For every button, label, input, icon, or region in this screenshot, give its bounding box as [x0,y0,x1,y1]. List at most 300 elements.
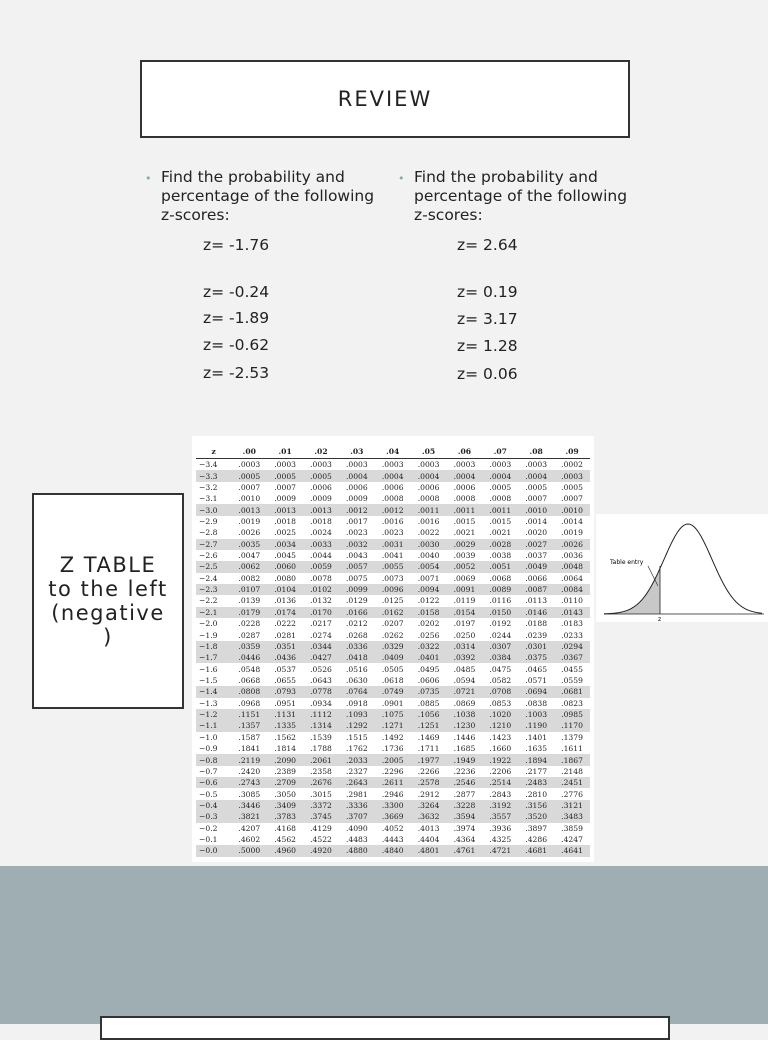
probability-cell: .0495 [417,664,440,674]
table-row [196,675,590,686]
probability-cell: .0066 [525,573,548,583]
probability-cell: .0060 [267,561,303,572]
probability-cell: .0329 [375,641,411,652]
table-row [196,743,590,754]
probability-cell: .3594 [447,811,483,822]
probability-cell: .0055 [375,561,411,572]
probability-cell: .0068 [489,573,512,583]
probability-cell: .0239 [525,630,548,640]
probability-cell: .0901 [381,698,404,708]
table-row [196,459,590,471]
probability-cell: .1894 [518,754,554,765]
probability-cell: .1841 [238,744,261,754]
probability-cell: .0075 [345,573,368,583]
probability-cell: .0136 [274,596,297,606]
z-row-value: −1.5 [199,676,218,685]
probability-cell: .0146 [518,607,554,618]
probability-cell: .0119 [453,596,476,606]
z-value: z= -2.53 [203,364,270,382]
probability-cell: .0032 [339,539,375,550]
table-row [196,823,590,834]
probability-cell: .0005 [489,482,512,492]
probability-cell: .0084 [554,584,590,595]
probability-cell: .4801 [411,845,447,856]
probability-cell: .1685 [453,744,476,754]
decimal-column-header: .08 [518,444,554,459]
probability-cell: .0044 [310,551,332,561]
table-row [196,539,590,550]
probability-cell: .4325 [489,835,512,845]
probability-cell: .1788 [310,744,332,754]
probability-cell: .0764 [339,686,375,697]
probability-cell: .0003 [381,460,404,470]
probability-cell: .0054 [411,561,447,572]
probability-cell: .0039 [453,551,476,561]
probability-cell: .3192 [482,800,518,811]
probability-cell: .1922 [482,754,518,765]
probability-cell: .0808 [231,686,267,697]
probability-cell: .0594 [453,676,476,685]
z-row-value: −1.4 [196,686,231,697]
probability-cell: .3707 [339,811,375,822]
probability-cell: .4404 [417,835,440,845]
table-row [196,732,590,743]
probability-cell: .0170 [303,607,339,618]
probability-cell: .0197 [453,619,476,629]
probability-cell: .0047 [238,551,261,561]
probability-cell: .0087 [518,584,554,595]
table-row [196,618,590,629]
probability-cell: .0322 [411,641,447,652]
probability-cell: .1446 [453,732,476,742]
z-row-value: −0.0 [196,845,231,856]
z-row-value: −3.3 [196,470,231,481]
table-row [196,686,590,697]
probability-cell: .0080 [274,573,297,583]
probability-cell: .0038 [489,551,512,561]
probability-cell: .3446 [231,800,267,811]
probability-cell: .0013 [231,504,267,515]
z-row-value: −3.4 [199,460,218,470]
probability-cell: .3409 [267,800,303,811]
probability-cell: .0064 [561,573,583,583]
probability-cell: .0559 [561,676,583,685]
z-column-header: z [196,444,231,459]
z-row-value: −1.7 [196,652,231,663]
table-row [196,698,590,709]
probability-cell: .0735 [411,686,447,697]
probability-cell: .0017 [345,516,368,526]
probability-cell: .0174 [267,607,303,618]
probability-cell: .0268 [345,630,368,640]
probability-cell: .0336 [339,641,375,652]
probability-cell: .0505 [381,664,404,674]
probability-cell: .0052 [447,561,483,572]
probability-cell: .0082 [238,573,261,583]
probability-cell: .1190 [518,720,554,731]
probability-cell: .1423 [489,732,512,742]
z-row-value: −0.4 [196,800,231,811]
probability-cell: .1635 [525,744,548,754]
probability-cell: .4761 [447,845,483,856]
next-slide-title-box [100,1016,670,1040]
probability-cell: .0853 [489,698,512,708]
probability-cell: .1562 [274,732,297,742]
probability-cell: .0004 [375,470,411,481]
probability-cell: .0222 [274,619,297,629]
probability-cell: .0011 [411,504,447,515]
probability-cell: .2177 [525,766,548,776]
probability-cell: .4840 [375,845,411,856]
probability-cell: .1230 [447,720,483,731]
table-row [196,766,590,777]
probability-cell: .0823 [561,698,583,708]
probability-cell: .0008 [453,494,476,504]
probability-cell: .0020 [525,528,548,538]
z-row-value: −3.0 [196,504,231,515]
probability-cell: .3745 [303,811,339,822]
probability-cell: .2981 [345,789,368,799]
bullet-dot-icon: • [398,172,405,185]
z-row-value: −1.1 [196,720,231,731]
probability-cell: .0059 [303,561,339,572]
z-row-value: −0.3 [196,811,231,822]
probability-cell: .1711 [417,744,440,754]
probability-cell: .2358 [310,766,332,776]
probability-cell: .0307 [482,641,518,652]
probability-cell: .1379 [561,732,583,742]
probability-cell: .1492 [381,732,404,742]
probability-cell: .2119 [231,754,267,765]
probability-cell: .0022 [417,528,440,538]
probability-cell: .0005 [267,470,303,481]
z-axis-label: z [658,616,662,622]
probability-cell: .0018 [310,516,332,526]
z-row-value: −2.6 [199,551,218,561]
probability-cell: .0016 [381,516,404,526]
probability-cell: .0122 [417,596,440,606]
probability-cell: .0401 [411,652,447,663]
probability-cell: .0094 [411,584,447,595]
probability-cell: .3936 [489,823,512,833]
probability-cell: .0281 [274,630,297,640]
z-row-value: −0.1 [199,835,218,845]
probability-cell: .0036 [561,551,583,561]
probability-cell: .0023 [345,528,368,538]
probability-cell: .0010 [238,494,261,504]
probability-cell: .1762 [345,744,368,754]
probability-cell: .3783 [267,811,303,822]
table-row [196,629,590,640]
probability-cell: .4207 [238,823,261,833]
probability-cell: .0005 [303,470,339,481]
probability-cell: .1335 [267,720,303,731]
probability-cell: .0007 [561,494,583,504]
probability-cell: .0013 [267,504,303,515]
probability-cell: .3050 [274,789,297,799]
probability-cell: .0045 [274,551,297,561]
table-row [196,800,590,811]
probability-cell: .0793 [267,686,303,697]
probability-cell: .0244 [489,630,512,640]
z-table-image [192,436,594,862]
probability-cell: .3228 [447,800,483,811]
probability-cell: .0006 [417,482,440,492]
probability-cell: .0096 [375,584,411,595]
probability-cell: .0262 [381,630,404,640]
probability-cell: .3121 [554,800,590,811]
probability-cell: .0985 [554,709,590,720]
ztable-label-line: ) [103,625,113,649]
probability-cell: .0125 [381,596,404,606]
probability-cell: .0885 [417,698,440,708]
probability-cell: .0033 [303,539,339,550]
probability-cell: .0367 [554,652,590,663]
probability-cell: .0104 [267,584,303,595]
probability-cell: .0026 [238,528,261,538]
probability-cell: .0078 [310,573,332,583]
table-row [196,504,590,515]
probability-cell: .0015 [453,516,476,526]
probability-cell: .0446 [231,652,267,663]
z-row-value: −3.2 [199,482,218,492]
probability-cell: .1093 [339,709,375,720]
z-value: z= 3.17 [457,310,518,328]
z-row-value: −2.8 [199,528,218,538]
probability-cell: .1251 [411,720,447,731]
probability-cell: .2912 [417,789,440,799]
probability-cell: .0011 [447,504,483,515]
probability-cell: .0694 [518,686,554,697]
probability-cell: .0179 [231,607,267,618]
probability-cell: .0007 [238,482,261,492]
decimal-column-header: .09 [554,444,590,459]
probability-cell: .0040 [417,551,440,561]
probability-cell: .0918 [345,698,368,708]
probability-cell: .0071 [417,573,440,583]
probability-cell: .1515 [345,732,368,742]
probability-cell: .0069 [453,573,476,583]
probability-cell: .0025 [274,528,297,538]
z-row-value: −0.5 [199,789,218,799]
probability-cell: .0029 [447,539,483,550]
probability-cell: .2843 [489,789,512,799]
table-entry-label: Table entry [610,559,644,566]
probability-cell: .1357 [231,720,267,731]
probability-cell: .0183 [561,619,583,629]
probability-cell: .0228 [238,619,261,629]
probability-cell: .0951 [274,698,297,708]
probability-cell: .0006 [310,482,332,492]
probability-cell: .0012 [375,504,411,515]
probability-cell: .1151 [231,709,267,720]
probability-cell: .3264 [411,800,447,811]
z-value: z= 1.28 [457,337,518,355]
probability-cell: .4013 [417,823,440,833]
probability-cell: .2451 [554,777,590,788]
probability-cell: .2743 [231,777,267,788]
z-value: z= 0.19 [457,283,518,301]
probability-cell: .4247 [561,835,583,845]
probability-cell: .0207 [381,619,404,629]
probability-cell: .0003 [453,460,476,470]
probability-cell: .0618 [381,676,404,685]
probability-cell: .0455 [561,664,583,674]
table-row [196,527,590,538]
right-prompt-text: Find the probability and percentage of the following z-scores: [414,168,628,224]
z-row-value: −2.2 [199,596,218,606]
probability-cell: .1736 [381,744,404,754]
probability-cell: .4364 [453,835,476,845]
probability-cell: .2061 [303,754,339,765]
probability-cell: .1003 [518,709,554,720]
probability-cell: .2946 [381,789,404,799]
probability-cell: .4920 [303,845,339,856]
table-row [196,709,590,720]
probability-cell: .0537 [274,664,297,674]
probability-cell: .0274 [310,630,332,640]
probability-cell: .0003 [274,460,297,470]
normal-curve-line [604,524,762,614]
probability-cell: .2296 [381,766,404,776]
ztable-label-line: (negative [51,601,165,625]
probability-cell: .0023 [381,528,404,538]
probability-cell: .0102 [303,584,339,595]
decimal-column-header: .03 [339,444,375,459]
table-row [196,550,590,561]
probability-cell: .4129 [310,823,332,833]
z-row-value: −0.2 [199,823,218,833]
probability-cell: .2005 [375,754,411,765]
probability-cell: .2206 [489,766,512,776]
probability-cell: .3300 [375,800,411,811]
probability-cell: .0062 [231,561,267,572]
probability-cell: .1867 [554,754,590,765]
probability-cell: .0005 [525,482,548,492]
probability-cell: .2236 [453,766,476,776]
probability-cell: .0188 [525,619,548,629]
z-row-value: −0.9 [199,744,218,754]
z-row-value: −2.5 [196,561,231,572]
probability-cell: .2483 [518,777,554,788]
probability-cell: .0548 [238,664,261,674]
table-row [196,845,590,856]
decimal-column-header: .02 [303,444,339,459]
shaded-area [604,568,660,614]
table-row [196,720,590,731]
probability-cell: .0005 [561,482,583,492]
ztable-label-line: to the left [48,577,168,601]
probability-cell: .0003 [525,460,548,470]
probability-cell: .0643 [310,676,332,685]
probability-cell: .0436 [267,652,303,663]
probability-cell: .0006 [453,482,476,492]
probability-cell: .0012 [339,504,375,515]
probability-cell: .0250 [453,630,476,640]
probability-cell: .0107 [231,584,267,595]
z-value: z= 2.64 [457,236,518,254]
probability-cell: .2266 [417,766,440,776]
table-row [196,788,590,799]
probability-cell: .2611 [375,777,411,788]
probability-cell: .2033 [339,754,375,765]
probability-cell: .4721 [482,845,518,856]
probability-cell: .0009 [274,494,297,504]
probability-cell: .2148 [561,766,583,776]
probability-cell: .1210 [482,720,518,731]
z-value: z= -1.89 [203,309,270,327]
probability-cell: .1539 [310,732,332,742]
probability-cell: .0026 [554,539,590,550]
probability-cell: .0030 [411,539,447,550]
probability-cell: .1038 [447,709,483,720]
probability-cell: .0004 [518,470,554,481]
probability-cell: .1401 [525,732,548,742]
left-prompt-text: Find the probability and percentage of the following z-scores: [161,168,375,224]
probability-cell: .2776 [561,789,583,799]
z-row-value: −1.3 [199,698,218,708]
probability-cell: .1131 [267,709,303,720]
probability-cell: .0132 [310,596,332,606]
probability-cell: .3974 [453,823,476,833]
probability-cell: .0869 [453,698,476,708]
probability-cell: .0091 [447,584,483,595]
probability-cell: .0212 [345,619,368,629]
decimal-column-header: .04 [375,444,411,459]
probability-cell: .1814 [274,744,297,754]
probability-cell: .4562 [274,835,297,845]
probability-cell: .1020 [482,709,518,720]
z-row-value: −0.7 [199,766,218,776]
probability-cell: .2420 [238,766,261,776]
z-row-value: −1.6 [199,664,218,674]
probability-cell: .0838 [525,698,548,708]
probability-cell: .0351 [267,641,303,652]
probability-cell: .1292 [339,720,375,731]
probability-cell: .1314 [303,720,339,731]
probability-cell: .0384 [482,652,518,663]
table-row [196,516,590,527]
z-value: z= -1.76 [203,236,270,254]
probability-cell: .0427 [303,652,339,663]
probability-cell: .0034 [267,539,303,550]
probability-cell: .0006 [345,482,368,492]
probability-cell: .0778 [303,686,339,697]
left-prompt [145,168,375,225]
probability-cell: .0150 [482,607,518,618]
probability-cell: .3156 [518,800,554,811]
z-row-value: −0.8 [196,754,231,765]
decimal-column-header: .05 [411,444,447,459]
probability-cell: .0526 [310,664,332,674]
probability-cell: .2578 [411,777,447,788]
probability-cell: .0606 [417,676,440,685]
z-row-value: −1.8 [196,641,231,652]
probability-cell: .0162 [375,607,411,618]
table-row [196,834,590,845]
probability-cell: .3336 [339,800,375,811]
probability-cell: .1075 [375,709,411,720]
probability-cell: .0051 [482,561,518,572]
probability-cell: .0110 [561,596,583,606]
probability-cell: .0721 [447,686,483,697]
probability-cell: .4443 [381,835,404,845]
probability-cell: .0003 [554,470,590,481]
ztable-label-line: Z TABLE [59,553,157,577]
right-prompt [398,168,628,225]
probability-cell: .0139 [238,596,261,606]
probability-cell: .0041 [381,551,404,561]
